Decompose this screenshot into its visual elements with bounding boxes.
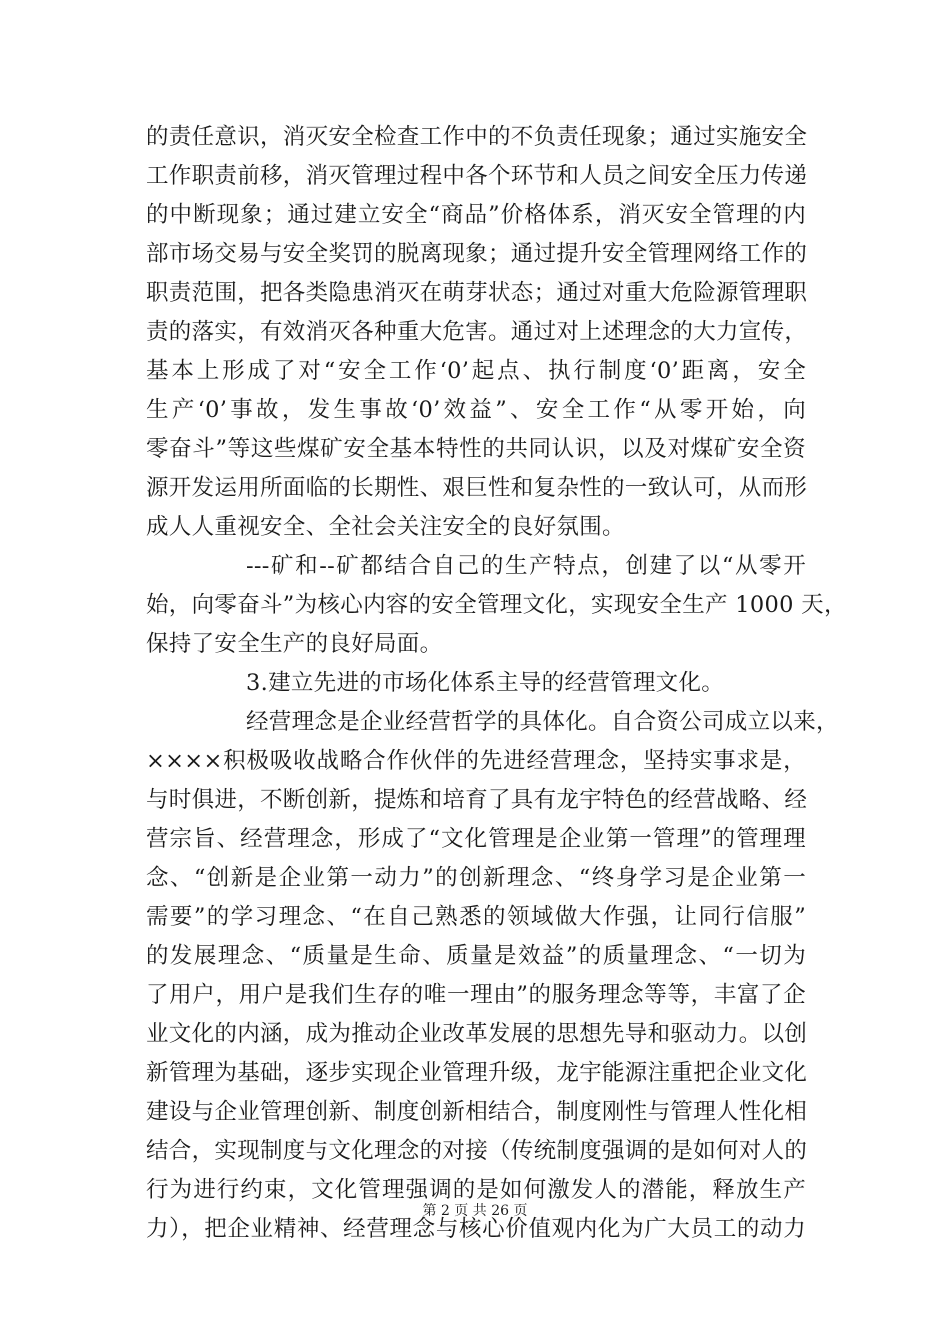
text-line: 成人人重视安全、全社会关注安全的良好氛围。 — [146, 514, 625, 540]
text-line: 建设与企业管理创新、制度创新相结合，制度刚性与管理人性化相 — [146, 1099, 808, 1125]
text-line: 结合，实现制度与文化理念的对接（传统制度强调的是如何对人的 — [146, 1138, 808, 1164]
text-line: 零奋斗”等这些煤矿安全基本特性的共同认识，以及对煤矿安全资 — [146, 436, 806, 462]
text-line: 了用户，用户是我们生存的唯一理由”的服务理念等等，丰富了企 — [146, 982, 806, 1008]
text-line: 新管理为基础，逐步实现企业管理升级，龙宇能源注重把企业文化 — [146, 1060, 808, 1086]
text-line: 源开发运用所面临的长期性、艰巨性和复杂性的一致认可，从而形 — [146, 475, 808, 501]
text-line: 念、“创新是企业第一动力”的创新理念、“终身学习是企业第一 — [146, 865, 806, 891]
text-line: 的责任意识，消灭安全检查工作中的不负责任现象；通过实施安全 — [146, 124, 808, 150]
text-line: 责的落实，有效消灭各种重大危害。通过对上述理念的大力宣传， — [146, 319, 808, 345]
page-footer: 第 2 页 共 26 页 — [422, 1203, 528, 1219]
text-line: 3.建立先进的市场化体系主导的经营管理文化。 — [246, 670, 725, 696]
text-line: 职责范围，把各类隐患消灭在萌芽状态；通过对重大危险源管理职 — [146, 280, 808, 306]
text-line: 力），把企业精神、经营理念与核心价值观内化为广大员工的动力 — [146, 1216, 806, 1242]
text-line: 行为进行约束，文化管理强调的是如何激发人的潜能，释放生产 — [146, 1177, 806, 1203]
text-line: ---矿和--矿都结合自己的生产特点，创建了以“从零开 — [246, 553, 806, 579]
text-line: 基本上形成了对“安全工作‘0’起点、执行制度‘0’距离，安全 — [146, 358, 806, 384]
body-text — [146, 118, 847, 1249]
text-line: 的中断现象；通过建立安全“商品”价格体系，消灭安全管理的内 — [146, 202, 806, 228]
text-line: 的发展理念、“质量是生命、质量是效益”的质量理念、“一切为 — [146, 943, 806, 969]
text-line: ××××积极吸收战略合作伙伴的先进经营理念，坚持实事求是， — [146, 748, 806, 774]
text-line: 部市场交易与安全奖罚的脱离现象；通过提升安全管理网络工作的 — [146, 241, 808, 267]
text-line: 工作职责前移，消灭管理过程中各个环节和人员之间安全压力传递 — [146, 163, 808, 189]
text-line: 与时俱进，不断创新，提炼和培育了具有龙宇特色的经营战略、经 — [146, 787, 808, 813]
text-line: 营宗旨、经营理念，形成了“文化管理是企业第一管理”的管理理 — [146, 826, 806, 852]
text-line: 业文化的内涵，成为推动企业改革发展的思想先导和驱动力。以创 — [146, 1021, 808, 1047]
text-line: 生产‘0’事故，发生事故‘0’效益”、安全工作“从零开始，向 — [146, 397, 806, 423]
text-line: 保持了安全生产的良好局面。 — [146, 631, 443, 657]
text-line: 经营理念是企业经营哲学的具体化。自合资公司成立以来， — [246, 709, 839, 735]
text-line: 始，向零奋斗”为核心内容的安全管理文化，实现安全生产 1000 天， — [146, 592, 847, 618]
text-line: 需要”的学习理念、“在自己熟悉的领域做大作强，让同行信服” — [146, 904, 806, 930]
